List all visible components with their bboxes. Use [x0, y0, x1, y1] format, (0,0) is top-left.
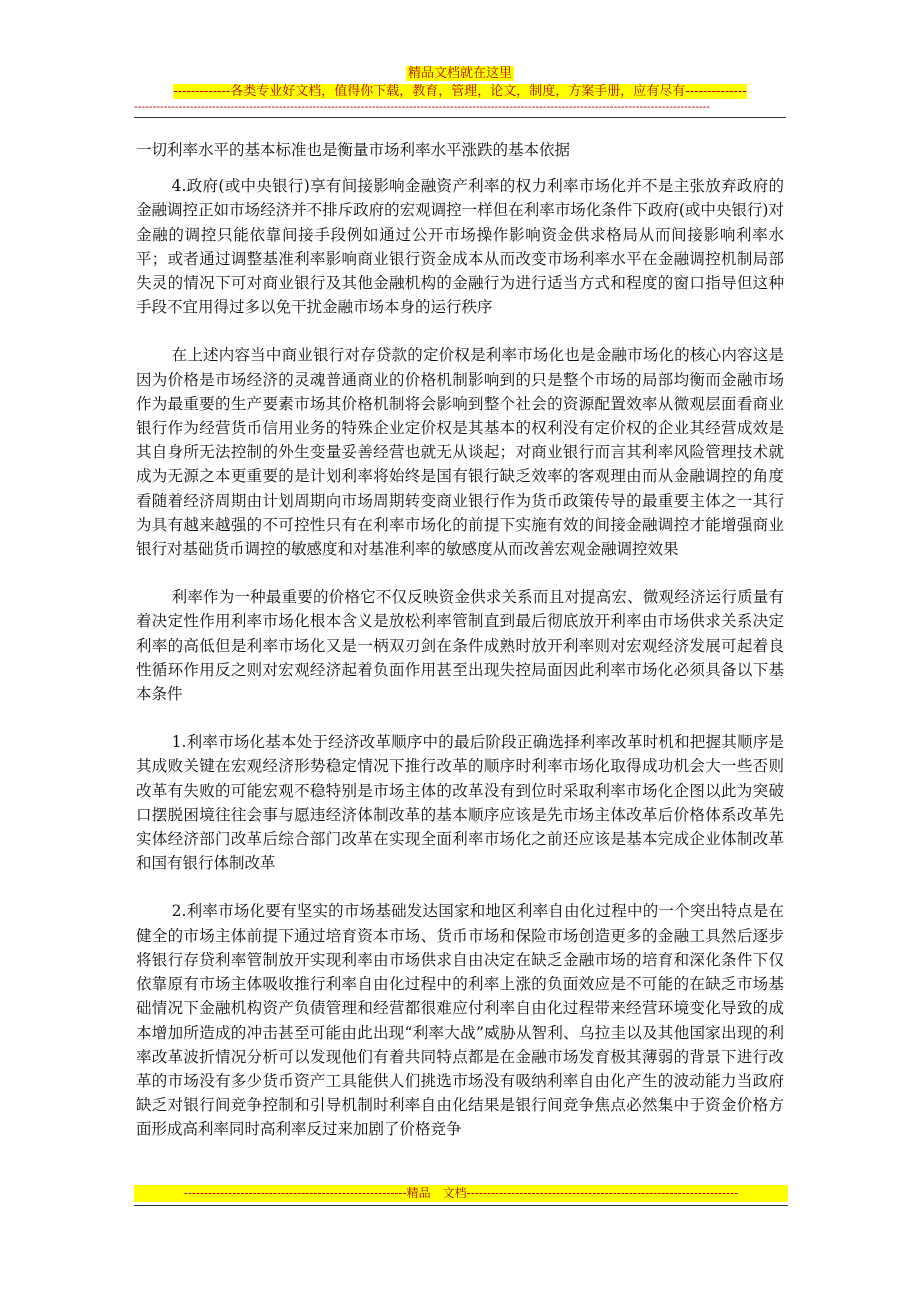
paragraph-interest-rate-role: 利率作为一种最重要的价格它不仅反映资金供求关系而且对提高宏、微观经济运行质量有着决定性作用利率市场化根本含义是放松利率管制直到最后彻底放开利率由市场供求关系决定利率的高低但是利率市场化又是一柄双刃剑在条件成熟时放开利率则对宏观经济发展可起着良性循环作用反之则对宏观经济起着负面作用甚至出现失控局面因此利率市场化必须具备以下基本条件 — [136, 588, 784, 704]
header-tagline — [0, 84, 920, 100]
paragraph-condition-1: 1.利率市场化基本处于经济改革顺序中的最后阶段正确选择利率改革时机和把握其顺序是其成败关键在宏观经济形势稳定情况下推行改革的顺序时利率市场化取得成功机会大一些否则改革有失败的可能宏观不稳特别是市场主体的改革没有到位时采取利率市场化企图以此为突破口摆脱困境往往会事与愿违经济体制改革的基本顺序应该是先市场主体改革后价格体系改革先实体经济部门改革后综合部门改革在实现全面利率市场化之前还应该是基本完成企业体制改革和国有银行体制改革 — [136, 733, 784, 873]
paragraph-point-4: 4.政府(或中央银行)享有间接影响金融资产利率的权力利率市场化并不是主张放弃政府的金融调控正如市场经济并不排斥政府的宏观调控一样但在利率市场化条件下政府(或中央银行)对金融的调控只能依靠间接手段例如通过公开市场操作影响资金供求格局从而间接影响利率水平；或者通过调整基准利率影响商业银行资金成本从而改变市场利率水平在金融调控机制局部失灵的情况下可对商业银行及其他金融机构的金融行为进行适当方式和程度的窗口指导但这种手段不宜用得过多以免干扰金融市场本身的运行秩序 — [136, 177, 784, 317]
header-divider — [134, 117, 786, 118]
paragraph-condition-2: 2.利率市场化要有坚实的市场基础发达国家和地区利率自由化过程中的一个突出特点是在健全的市场主体前提下通过培育资本市场、货币市场和保险市场创造更多的金融工具然后逐步将银行存贷利率管制放开实现利率由市场供求自由决定在缺乏金融市场的培育和深化条件下仅依靠原有市场主体吸收推行利率自由化过程中的利率上涨的负面效应是不可能的在缺乏市场基础情况下金融机构资产负债管理和经营都很难应付利率自由化过程带来经营环境变化导致的成本增加所造成的冲击甚至可能由此出现“利率大战”威胁从智利、乌拉圭以及其他国家出现的利率改革波折情况分析可以发现他们有着共同特点都是在金融市场发育极其薄弱的背景下进行改革的市场没有多少货币资产工具能供人们挑选市场没有吸纳利率自由化产生的波动能力当政府缺乏对银行间竞争控制和引导机制时利率自由化结果是银行间竞争焦点必然集中于资金价格方面形成高利率同时高利率反过来加剧了价格竞争 — [136, 902, 784, 1139]
paragraph-pricing-rights: 在上述内容当中商业银行对存贷款的定价权是利率市场化也是金融市场化的核心内容这是因为价格是市场经济的灵魂普通商业的价格机制影响到的只是整个市场的局部均衡而金融市场作为最重要的生产要素市场其价格机制将会影响到整个社会的资源配置效率从微观层面看商业银行作为经营货币信用业务的特殊企业定价权是其基本的权利没有定价权的企业其经营成效是其自身所无法控制的外生变量妥善经营也就无从谈起；对商业银行而言其利率风险管理技术就成为无源之本更重要的是计划利率将始终是国有银行缺乏效率的客观理由而从金融调控的角度看随着经济周期由计划周期向市场周期转变商业银行作为货币政策传导的最重要主体之一其行为具有越来越强的不可控性只有在利率市场化的前提下实施有效的间接金融调控才能增强商业银行对基础货币调控的敏感度和对基准利率的敏感度从而改善宏观金融调控效果 — [136, 346, 784, 559]
header-title — [0, 66, 920, 82]
header-title-text: 精品文档就在这里 — [407, 66, 512, 81]
paragraph-continuation: 一切利率水平的基本标准也是衡量市场利率水平涨跌的基本依据 — [136, 141, 571, 159]
header-dashed-line: ----------------------------------------------------------------------------------------------------------------------------------------------------------- — [134, 101, 711, 113]
header-tagline-text: -------------各类专业好文档，值得你下载，教育，管理，论文，制度，方案手册，应有尽有-------------- — [173, 84, 747, 99]
document-body — [136, 138, 784, 1166]
footer-banner: -------------------------------------------------------精品 文档------------------------------------------------------------------- — [134, 1185, 788, 1202]
footer-divider — [134, 1205, 788, 1206]
